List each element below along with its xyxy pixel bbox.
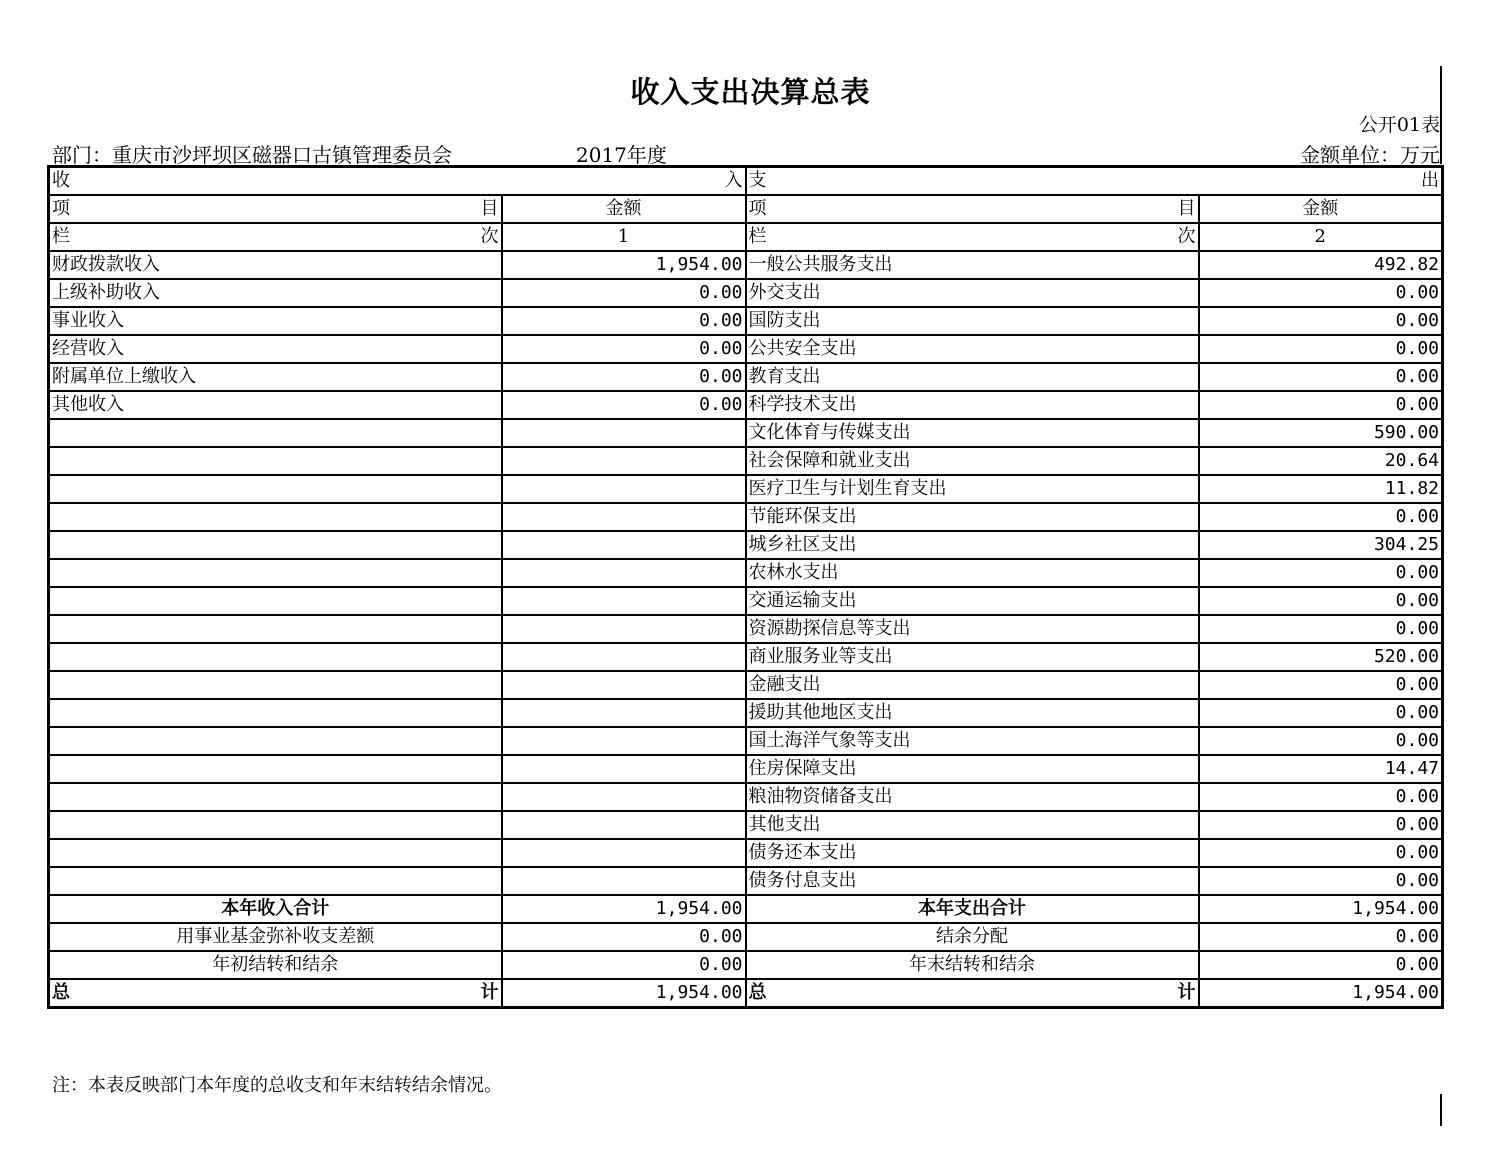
- table-row: [49, 755, 1443, 783]
- income-item: [49, 447, 502, 475]
- income-index-left: 栏: [52, 226, 70, 247]
- expense-amount: 0.00: [1199, 587, 1443, 615]
- income-amount: [502, 727, 746, 755]
- fiscal-year: 2017年度: [576, 143, 667, 167]
- income-item: [49, 727, 502, 755]
- expense-item: 社会保障和就业支出: [746, 447, 1199, 475]
- table-row: [49, 643, 1443, 671]
- expense-item: 国防支出: [746, 307, 1199, 335]
- income-item: [49, 783, 502, 811]
- expense-item: 其他支出: [746, 811, 1199, 839]
- table-row: [49, 335, 1443, 363]
- income-item: [49, 587, 502, 615]
- income-amount: [502, 531, 746, 559]
- income-item: 上级补助收入: [49, 279, 502, 307]
- income-item: [49, 503, 502, 531]
- expense-group-right: 出: [1421, 170, 1439, 191]
- expense-amount: 0.00: [1199, 335, 1443, 363]
- table-row: [49, 867, 1443, 895]
- income-item: 其他收入: [49, 391, 502, 419]
- expense-amount: 11.82: [1199, 475, 1443, 503]
- expense-summary-amount: 1,954.00: [1199, 895, 1443, 923]
- expense-item: 城乡社区支出: [746, 531, 1199, 559]
- income-summary-label: 年初结转和结余: [49, 951, 502, 979]
- table-row: [49, 839, 1443, 867]
- table-row: [49, 503, 1443, 531]
- expense-amount: 0.00: [1199, 811, 1443, 839]
- expense-item: 住房保障支出: [746, 755, 1199, 783]
- form-number: 公开01表: [1358, 114, 1440, 136]
- income-amount: [502, 643, 746, 671]
- income-item: [49, 559, 502, 587]
- income-summary-amount: 1,954.00: [502, 895, 746, 923]
- income-grand-total-amount: 1,954.00: [502, 979, 746, 1008]
- expense-index-label: [746, 223, 1199, 251]
- income-item: 事业收入: [49, 307, 502, 335]
- income-amount: [502, 503, 746, 531]
- expense-item-header-left: 项: [748, 198, 767, 219]
- expense-item: 金融支出: [746, 671, 1199, 699]
- table-row: [49, 699, 1443, 727]
- income-amount-header: 金额: [502, 195, 746, 223]
- income-item: [49, 755, 502, 783]
- expense-item: 公共安全支出: [746, 335, 1199, 363]
- expense-item: 援助其他地区支出: [746, 699, 1199, 727]
- table-row: [49, 615, 1443, 643]
- summary-row: [49, 951, 1443, 979]
- income-index-label: [49, 223, 502, 251]
- income-item-header-left: 项: [52, 198, 70, 219]
- expense-grand-total-label: [746, 979, 1199, 1008]
- expense-item: 粮油物资储备支出: [746, 783, 1199, 811]
- expense-grand-total-label-left: 总: [748, 982, 767, 1003]
- income-amount: [502, 559, 746, 587]
- income-grand-total-label: [49, 979, 502, 1008]
- table-row: [49, 391, 1443, 419]
- page-edge-line-top: [1440, 66, 1442, 164]
- expense-item-header-right: 目: [1177, 198, 1196, 219]
- budget-summary-table: [47, 165, 1444, 1009]
- income-amount: [502, 699, 746, 727]
- expense-item: 医疗卫生与计划生育支出: [746, 475, 1199, 503]
- income-amount: [502, 587, 746, 615]
- income-summary-label: 用事业基金弥补收支差额: [49, 923, 502, 951]
- expense-item: 商业服务业等支出: [746, 643, 1199, 671]
- income-item: [49, 867, 502, 895]
- department-label: 部门：重庆市沙坪坝区磁器口古镇管理委员会: [52, 143, 452, 167]
- table-row: [49, 251, 1443, 279]
- income-amount: 0.00: [502, 279, 746, 307]
- expense-summary-label: 结余分配: [746, 923, 1199, 951]
- expense-item: 农林水支出: [746, 559, 1199, 587]
- income-summary-amount: 0.00: [502, 923, 746, 951]
- expense-summary-amount: 0.00: [1199, 951, 1443, 979]
- table-row: [49, 671, 1443, 699]
- expense-index-right: 次: [1177, 226, 1196, 247]
- table-row: [49, 279, 1443, 307]
- expense-grand-total-label-right: 计: [1177, 982, 1196, 1003]
- income-item: [49, 671, 502, 699]
- income-summary-label: 本年收入合计: [49, 895, 502, 923]
- income-index-number: 1: [502, 223, 746, 251]
- expense-amount: 0.00: [1199, 699, 1443, 727]
- expense-amount: 590.00: [1199, 419, 1443, 447]
- income-item: [49, 699, 502, 727]
- income-amount: [502, 447, 746, 475]
- table-row: [49, 363, 1443, 391]
- summary-row: [49, 923, 1443, 951]
- amount-unit: 金额单位：万元: [1300, 143, 1440, 167]
- expense-amount: 492.82: [1199, 251, 1443, 279]
- income-amount: 0.00: [502, 363, 746, 391]
- income-amount: [502, 475, 746, 503]
- income-group-left: 收: [52, 170, 70, 191]
- expense-amount: 0.00: [1199, 671, 1443, 699]
- income-grand-total-label-right: 计: [480, 982, 499, 1003]
- expense-amount: 0.00: [1199, 727, 1443, 755]
- expense-item: 资源勘探信息等支出: [746, 615, 1199, 643]
- expense-item: 国土海洋气象等支出: [746, 727, 1199, 755]
- income-item: [49, 811, 502, 839]
- page-title: 收入支出决算总表: [630, 75, 871, 109]
- table-row: [49, 811, 1443, 839]
- expense-item-header: [746, 195, 1199, 223]
- expense-summary-label: 年末结转和结余: [746, 951, 1199, 979]
- income-amount: [502, 671, 746, 699]
- income-item: [49, 419, 502, 447]
- expense-index-number: 2: [1199, 223, 1443, 251]
- table-row: [49, 727, 1443, 755]
- expense-amount: 14.47: [1199, 755, 1443, 783]
- expense-item: 一般公共服务支出: [746, 251, 1199, 279]
- income-group-right: 入: [724, 170, 743, 191]
- expense-amount: 0.00: [1199, 391, 1443, 419]
- expense-index-left: 栏: [748, 226, 767, 247]
- income-item-header: [49, 195, 502, 223]
- expense-grand-total-amount: 1,954.00: [1199, 979, 1443, 1008]
- expense-summary-amount: 0.00: [1199, 923, 1443, 951]
- table-row: [49, 531, 1443, 559]
- income-grand-total-label-left: 总: [52, 982, 70, 1003]
- expense-amount: 0.00: [1199, 867, 1443, 895]
- grand-total-row: [49, 979, 1443, 1008]
- summary-row: [49, 895, 1443, 923]
- table-row: [49, 307, 1443, 335]
- income-amount: [502, 839, 746, 867]
- expense-amount: 0.00: [1199, 615, 1443, 643]
- income-item: [49, 475, 502, 503]
- income-item-header-right: 目: [480, 198, 499, 219]
- expense-amount: 0.00: [1199, 307, 1443, 335]
- table-row: [49, 419, 1443, 447]
- income-amount: [502, 867, 746, 895]
- expense-amount: 520.00: [1199, 643, 1443, 671]
- income-summary-amount: 0.00: [502, 951, 746, 979]
- expense-amount: 0.00: [1199, 503, 1443, 531]
- table-row: [49, 587, 1443, 615]
- expense-item: 债务付息支出: [746, 867, 1199, 895]
- income-item: [49, 643, 502, 671]
- income-item: [49, 531, 502, 559]
- expense-item: 外交支出: [746, 279, 1199, 307]
- footnote: 注：本表反映部门本年度的总收支和年末结转结余情况。: [52, 1075, 502, 1096]
- income-amount: [502, 615, 746, 643]
- expense-item: 文化体育与传媒支出: [746, 419, 1199, 447]
- income-index-right: 次: [480, 226, 499, 247]
- table-row: [49, 475, 1443, 503]
- expense-amount-header: 金额: [1199, 195, 1443, 223]
- table-row: [49, 783, 1443, 811]
- income-amount: 0.00: [502, 335, 746, 363]
- income-group-cell: [49, 167, 746, 196]
- group-header-row: [49, 167, 1443, 196]
- expense-amount: 0.00: [1199, 363, 1443, 391]
- income-amount: 0.00: [502, 391, 746, 419]
- expense-summary-label: 本年支出合计: [746, 895, 1199, 923]
- expense-item: 交通运输支出: [746, 587, 1199, 615]
- income-amount: [502, 419, 746, 447]
- column-index-row: [49, 223, 1443, 251]
- expense-item: 债务还本支出: [746, 839, 1199, 867]
- income-amount: [502, 811, 746, 839]
- expense-item: 科学技术支出: [746, 391, 1199, 419]
- income-item: 经营收入: [49, 335, 502, 363]
- expense-amount: 20.64: [1199, 447, 1443, 475]
- table-row: [49, 447, 1443, 475]
- column-header-row: [49, 195, 1443, 223]
- expense-amount: 0.00: [1199, 839, 1443, 867]
- expense-item: 教育支出: [746, 363, 1199, 391]
- expense-group-cell: [746, 167, 1443, 196]
- income-item: [49, 615, 502, 643]
- table-row: [49, 559, 1443, 587]
- expense-amount: 304.25: [1199, 531, 1443, 559]
- income-amount: [502, 783, 746, 811]
- expense-item: 节能环保支出: [746, 503, 1199, 531]
- expense-amount: 0.00: [1199, 783, 1443, 811]
- expense-amount: 0.00: [1199, 279, 1443, 307]
- expense-group-left: 支: [748, 170, 767, 191]
- page-edge-line-bottom: [1440, 1094, 1442, 1126]
- income-item: 附属单位上缴收入: [49, 363, 502, 391]
- income-amount: 1,954.00: [502, 251, 746, 279]
- income-item: [49, 839, 502, 867]
- income-item: 财政拨款收入: [49, 251, 502, 279]
- income-amount: 0.00: [502, 307, 746, 335]
- income-amount: [502, 755, 746, 783]
- expense-amount: 0.00: [1199, 559, 1443, 587]
